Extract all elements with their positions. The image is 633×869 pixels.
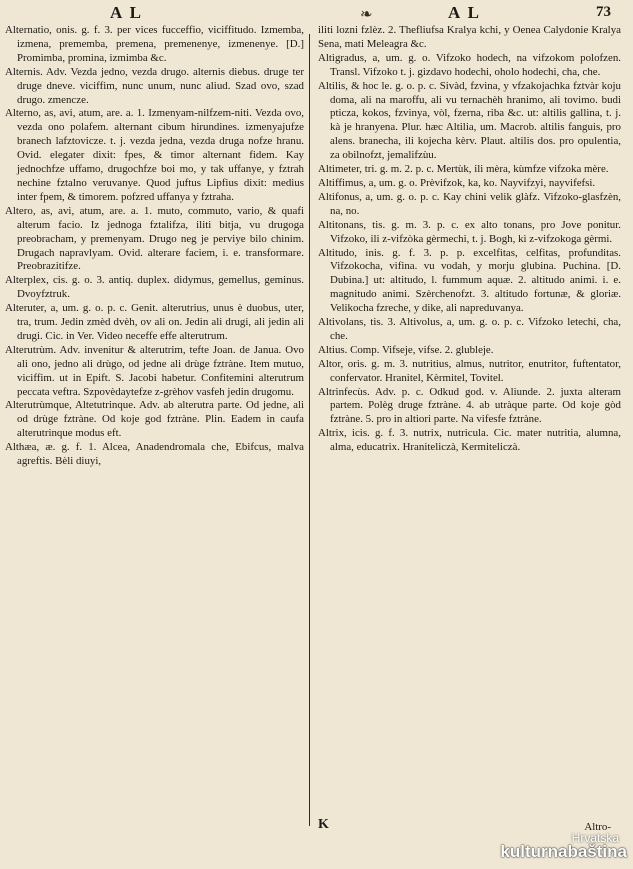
entry-alterutrum: Alterutrùm. Adv. invenitur & alterutrim, tefte Joan. de Janua. Ovo ali ono, jedno ali drùgo, od jedne ali drùge fztràne. Item mutuo, viciffim. ut in Epift. S. Jacobi habetur. Confitemini alterutrum peccata veftra. Szpovèdaytefze z-grèhov vasfeh jedin drugomu. — [5, 343, 304, 398]
left-column — [5, 24, 304, 832]
running-header-right: A L — [448, 3, 481, 22]
ornament-icon: ❧ — [360, 7, 373, 23]
entry-alterplex: Alterplex, cis. g. o. 3. antiq. duplex. didymus, gemellus, geminus. Dvoyfztruk. — [5, 274, 304, 301]
entry-altitudo: Altitudo, inis. g. f. 3. p. p. excelfitas, celfitas, profunditas. Vifzokocha, vifina. vu vodah, y morju glubina. Puchina. [D. Dubina.] ut: altitudo, l. fummum aquæ. 2. altitudo animi. i. e. magnitudo animi. Szèrchenofzt. 3. altitudo fortunæ, & gloriæ. Velikocha fzreche, y dike, ali napreduvanya. — [318, 246, 621, 315]
entry-altissimus: Altiffimus, a, um. g. o. Prèvifzok, ka, ko. Nayvifzyi, nayvifefsi. — [318, 176, 596, 189]
entry-alternatio: Alternatio, onis. g. f. 3. per vices fucceffio, viciffitudo. Izmemba, izmena, prememba, premena, premenenye, izmenenye. [D.] Promimba, promina, izmimba &c. — [5, 24, 304, 64]
watermark-line-1: Hrvatska — [571, 831, 619, 845]
entry-altor: Altor, oris. g. m. 3. nutritius, almus, nutritor, enutritor, fuftentator, confervator. Hranitel, Kèrmitel, Tovitel. — [318, 357, 621, 384]
entry-altivolans: Altivolans, tis. 3. Altivolus, a, um. g. o. p. c. Vifzoko letechi, cha, che. — [318, 316, 621, 342]
entry-alterno: Alterno, as, avi, atum, are. a. 1. Izmenyam-nilfzem-niti. Vezda ovo, vezda ono polafem. alternant cibum hirundines. izmenyajufze branech lafztovicze. t. j. vezda jedna, vezda druga nofze hranu. Ovid. elegater dixit: fpes, & timor alternant fidem. Kay jednochfze uffamo, drugochfze boi mo, y tak uffanye, y fztrah nechine fztalno veruvanye. Quod juftus Lipfius dixit: medius inter fpem, & timorem. pofzred uffanya y fztraha. — [5, 107, 304, 203]
entry-altimeter: Altimeter, tri. g. m. 2. p. c. Mertùk, ili mèra, kùmfze vifzoka mère. — [318, 163, 609, 176]
entry-altisonus: Altifonus, a, um. g. o. p. c. Kay chini velik glàfz. Vifzoko-glasfzèn, na, no. — [318, 190, 621, 217]
page-number: 73 — [596, 4, 611, 20]
entry-altero: Altero, as, avi, atum, are. a. 1. muto, commuto, vario, & quafi alterum facio. Iz jednoga fztalifza, iliti bitja, vu drugoga preobracham, y premenyam. Drugo neg je perviye bilo chinim. Drugach napravlyam. Ovid. alterare faciem, i. e. transformare. Preobrazitifze. — [5, 204, 304, 273]
column-divider — [309, 34, 310, 826]
watermark-logo — [477, 831, 627, 865]
entry-alternis: Alternis. Adv. Vezda jedno, vezda drugo. alternis diebus. druge ter druge dneve. viciffim, nunc unum, nunc aliud. Szad ovo, szad drugo. zmencze. — [5, 65, 304, 106]
entry-altius: Altius. Comp. Vifseje, vifse. 2. glubleje. — [318, 343, 494, 356]
entry-alterutrumque: Alterutrùmque, Altetutrinque. Adv. ab alterutra parte. Od jedne, ali od drùge fztràne. Od koje god fztràne. Plin. Eadem in caufa alterutrinque modus eft. — [5, 399, 304, 440]
entry-alteruter: Alteruter, a, um. g. o. p. c. Genit. alterutrius, unus è duobus, uter, tra, trum. Jedin zmèd dvèh, ov ali on. Jedin ali drugi, ali jedin ali drugi. Cic. in Ver. Video neceffe effe alterutrum. — [5, 302, 304, 342]
entry-altitonans: Altitonans, tis. g. m. 3. p. c. ex alto tonans, pro Jove ponitur. Vifzoko, ili z-vifzòka gèrmechi, t. j. Bogh, kì z-vifzokoga gèrmi. — [318, 218, 621, 245]
running-header-left: A L — [110, 3, 143, 22]
watermark-line-2: kulturnabaština — [500, 842, 627, 861]
entry-althaea: Althæa, æ. g. f. 1. Alcea, Anadendromala che, Ebifcus, malva agreftis. Bèli diuyi, — [5, 441, 304, 468]
entry-altrinsecus: Altrinfecùs. Adv. p. c. Odkud god. v. Aliunde. 2. juxta alteram partem. Polèg druge fztràne. 4. ab utràque parte. Od koje gòd fztràne. 5. pro in altiori parte. Na vifesfe fztràne. — [318, 385, 621, 426]
entry-altilis: Altilis, & hoc le. g. o. p. c. Sivàd, fzvina, y vfzakojachka fztvàr koju doma, ali na maroffu, ali vu ternachèh hranimo, ali tovimo. budi pticza, kokos, fzvinya, vòl, fzerna, riba &c. ut: altilis gallina, t. j. kà je hranyena. Plur. hæc Altilia, um. Macrob. altilis fanguis, pro alens. branecha, ili kojecha kèrv. Plaut. altilis dos. pro opulentia, za obilnofzt, jemalifzùu. — [318, 79, 621, 162]
entry-altigradus: Altigradus, a, um. g. o. Vifzoko hodech, na vifzokom polofzen. Transl. Vifzoko t. j. gizdavo hodechi, oholo hodechi, cha, che. — [318, 51, 621, 78]
signature-mark: K — [318, 817, 329, 832]
entry-althaea-cont: iliti lozni fzlèz. 2. Thefliufsa Kralya kchi, y Oenea Calydonie Kralya Sena, mati Meleagra &c. — [318, 24, 621, 50]
catchword: Altro- — [584, 821, 611, 833]
entry-altrix: Altrix, icis. g. f. 3. nutrix, nutricula. Cic. mater nutritia, alumna, alma, educatrix. Hraniteliczà, Kermiteliczà. — [318, 427, 621, 454]
right-column — [318, 24, 621, 832]
